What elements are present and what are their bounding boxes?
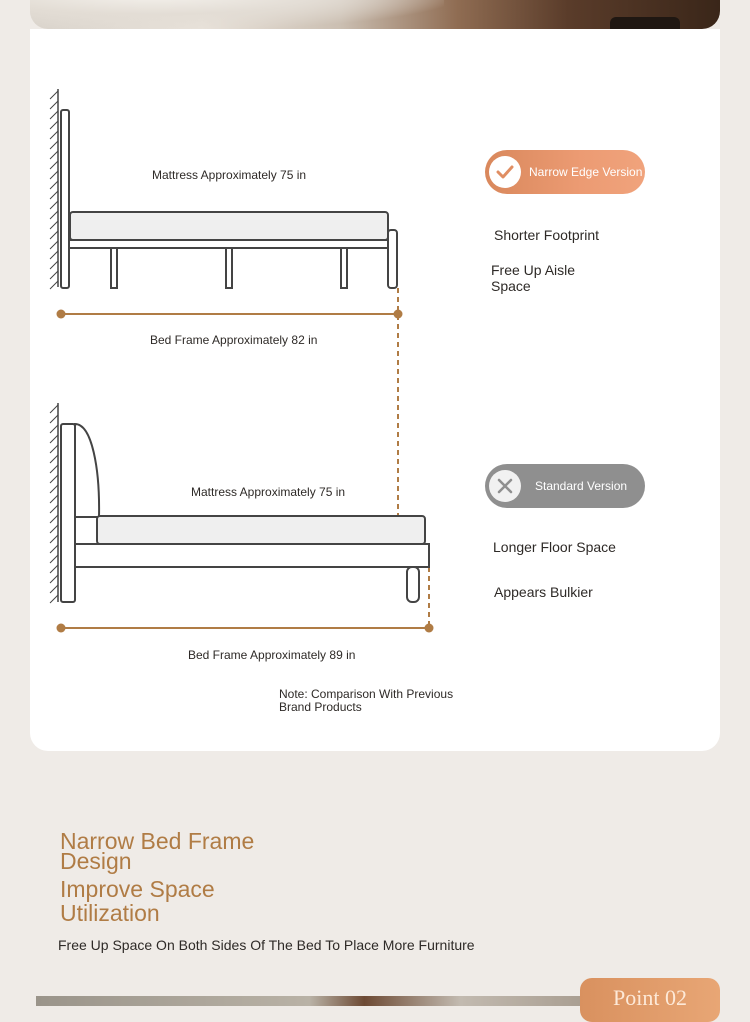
fur-throw — [30, 0, 444, 29]
standard-feature-1: Longer Floor Space — [493, 539, 616, 555]
top-mattress — [70, 212, 388, 240]
top-product-photo — [30, 0, 720, 29]
headline-line-1: Narrow Bed Frame — [60, 828, 255, 854]
standard-badge-label: Standard Version — [535, 479, 628, 493]
comparison-card — [30, 29, 720, 751]
narrow-badge-label: Narrow Edge Version — [529, 165, 643, 179]
narrow-feature-2: Free Up Aisle Space — [491, 262, 576, 294]
bottom-mattress-label: Mattress Approximately 75 in — [191, 485, 346, 499]
headline-line-2: Design — [60, 848, 132, 874]
bottom-frame-label: Bed Frame Approximately 89 in — [188, 648, 356, 662]
top-mattress-label: Mattress Approximately 75 in — [152, 168, 307, 182]
narrow-edge-badge — [485, 150, 645, 194]
top-frame-dimension — [57, 310, 403, 319]
standard-feature-2: Appears Bulkier — [494, 584, 593, 600]
shoe-object — [610, 17, 680, 29]
top-bed-frame — [61, 110, 397, 288]
narrow-feature-1: Shorter Footprint — [494, 227, 600, 243]
x-icon — [489, 470, 521, 502]
section-headline — [60, 830, 254, 925]
bottom-frame-dimension — [57, 624, 434, 633]
headline-line-4: Utilization — [60, 900, 160, 926]
bottom-wall — [50, 403, 58, 603]
standard-badge — [485, 464, 645, 508]
bed-comparison-diagram — [30, 29, 720, 751]
top-frame-label: Bed Frame Approximately 82 in — [150, 333, 318, 347]
bottom-mattress — [97, 516, 425, 544]
bottom-bed-frame — [61, 424, 429, 602]
point-badge: Point 02 — [580, 978, 720, 1022]
check-icon — [489, 156, 521, 188]
comparison-note: Note: Comparison With Previous Brand Products — [279, 687, 454, 714]
top-wall — [50, 89, 58, 289]
section-subtitle: Free Up Space On Both Sides Of The Bed To Place More Furniture — [58, 937, 475, 953]
headline-line-3: Improve Space — [60, 876, 215, 902]
